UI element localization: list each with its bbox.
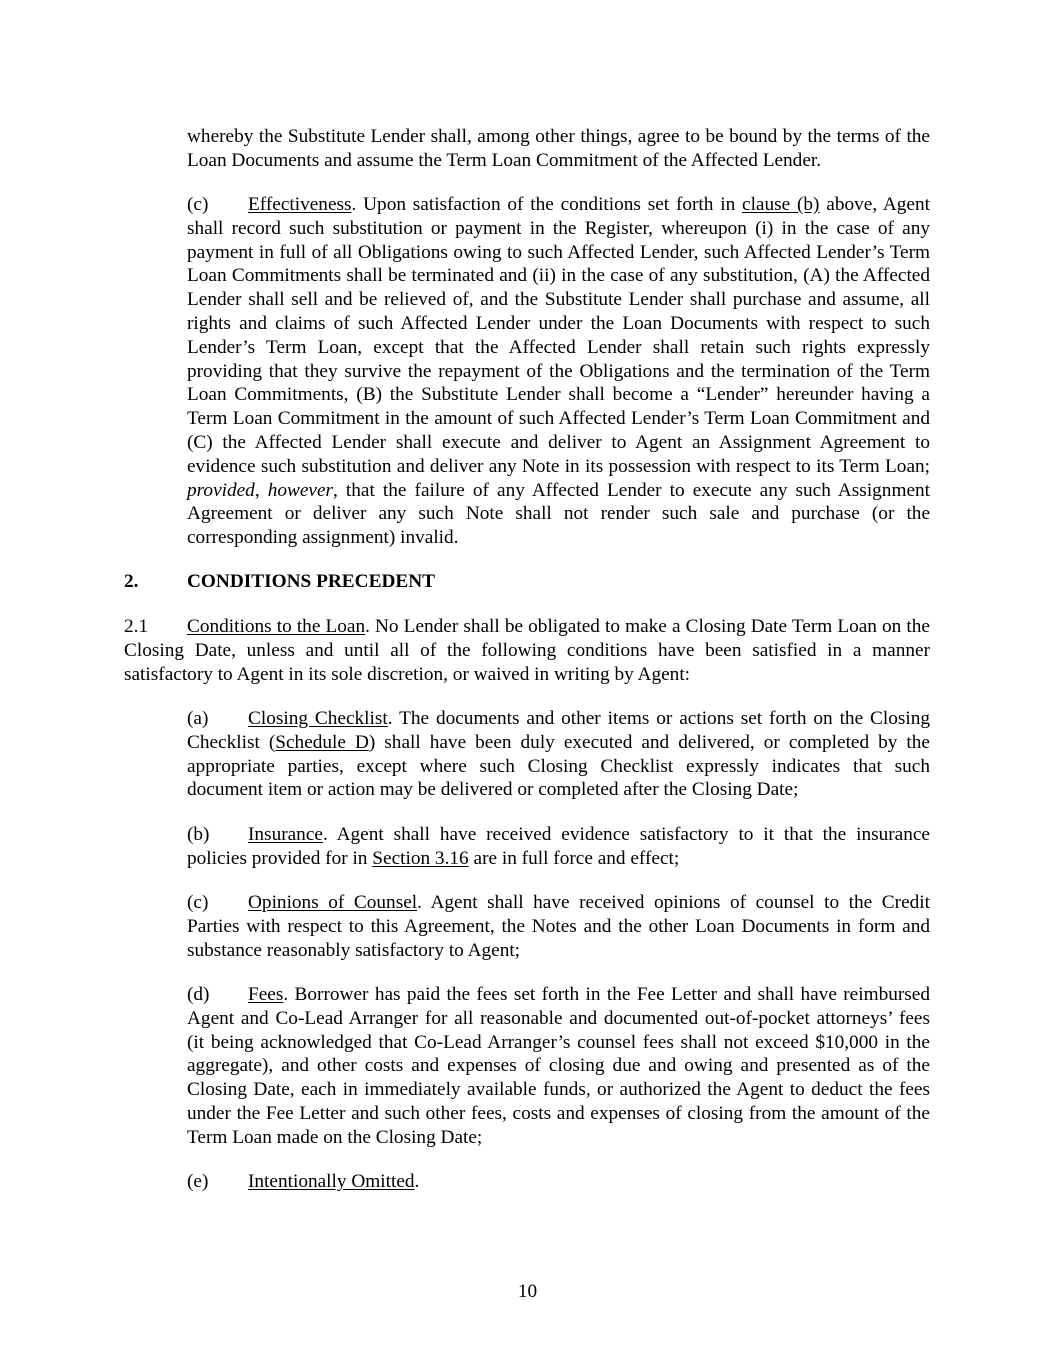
paragraph-c-opinions	[187, 891, 930, 962]
text: . Agent shall have received opinions of counsel to the Credit Parties with respect to this Agreement, the Notes and the other Loan Documents in form and substance reasonably satisfactory to Agent;	[187, 892, 931, 961]
schedule-d-reference[interactable]: Schedule D	[275, 731, 369, 753]
subsection-title: Conditions to the Loan	[187, 616, 366, 637]
clause-label: (d)	[187, 984, 210, 1005]
text: , that the failure of any Affected Lender to execute any such Assignment Agreement or deliver any such Note shall not render such sale and purchase (or the corresponding assignment) invalid.	[187, 479, 931, 549]
text: . The documents and other items or actions set forth on the Closing Checklist (	[187, 708, 931, 753]
clause-label: (a)	[187, 708, 209, 729]
section-title: CONDITIONS PRECEDENT	[187, 571, 436, 592]
text: are in full force and effect;	[468, 847, 680, 869]
text: . Borrower has paid the fees set forth in the Fee Letter and shall have reimbursed Agent and Co-Lead Arranger for all reasonable and documented out-of-pocket attorneys’ fees (it being acknowledged that Co-Lead Arranger’s counsel fees shall not exceed $10,000 in the aggregate), and other costs and expenses of closing due and owing and presented as of the Closing Date, each in immediately available funds, or authorized the Agent to deduct the fees under the Fee Letter and such other fees, costs and expenses of closing from the amount of the Term Loan made on the Closing Date;	[187, 984, 930, 1148]
paragraph-c-effectiveness	[187, 193, 930, 550]
clause-label: (b)	[187, 824, 210, 845]
paragraph-b-insurance	[187, 823, 930, 871]
text: . No Lender shall be obligated to make a Closing Date Term Loan on the Closing Date, unless and until all of the following conditions have been satisfied in a manner satisfactory to Agent in its sole discretion, or waived in writing by Agent:	[124, 616, 930, 685]
clause-label: (c)	[187, 194, 209, 215]
clause-title: Opinions of Counsel	[248, 892, 418, 913]
text: .	[414, 1171, 420, 1192]
clause-title: Closing Checklist	[248, 708, 388, 729]
section-heading	[124, 570, 435, 594]
clause-title: Effectiveness	[248, 194, 352, 215]
clause-title: Intentionally Omitted	[248, 1171, 415, 1192]
page-number: 10	[517, 1281, 538, 1302]
subsection-number: 2.1	[124, 616, 149, 637]
paragraph-a-closing-checklist	[187, 707, 930, 802]
text: . Agent shall have received evidence satisfactory to it that the insurance policies provided for in	[187, 824, 930, 869]
text: above, Agent shall record such substitution or payment in the Register, whereupon (i) in the case of any payment in full of all Obligations owing to such Affected Lender, such Affected Lender’s Term Loan Commitments shall be terminated and (ii) in the case of any substitution, (A) the Affected Lender shall sell and be relieved of, and the Substitute Lender shall purchase and assume, all rights and claims of such Affected Lender under the Loan Documents with respect to such Lender’s Term Loan, except that the Affected Lender shall retain such rights expressly providing that they survive the repayment of the Obligations and the termination of the Term Loan Commitments, (B) the Substitute Lender shall become a “Lender” hereunder having a Term Loan Commitment in the amount of such Affected Lender’s Term Loan Commitment and (C) the Affected Lender shall execute and deliver to Agent an Assignment Agreement to evidence such substitution and deliver any Note in its possession with respect to its Term Loan;	[187, 194, 930, 477]
paragraph-2-1	[124, 615, 930, 686]
clause-label: (c)	[187, 892, 209, 913]
italic-provided: provided	[187, 479, 255, 501]
paragraph-substitute-lender	[187, 125, 930, 173]
clause-title: Insurance	[248, 824, 323, 845]
text: ) shall have been duly executed and delivered, or completed by the appropriate parties, except where such Closing Checklist expressly indicates that such document item or action may be delivered or completed after the Closing Date;	[187, 731, 930, 801]
paragraph-d-fees	[187, 983, 930, 1150]
paragraph-e-omitted	[187, 1170, 930, 1194]
section-number: 2.	[124, 571, 139, 592]
clause-title: Fees	[248, 984, 284, 1005]
text: ,	[254, 479, 268, 501]
clause-label: (e)	[187, 1171, 209, 1192]
text: . Upon satisfaction of the conditions set forth in	[351, 194, 743, 215]
section-3-16-reference[interactable]: Section 3.16	[372, 847, 469, 869]
clause-b-reference[interactable]: clause (b)	[742, 194, 820, 215]
italic-however: however	[267, 479, 334, 501]
text: whereby the Substitute Lender shall, among other things, agree to be bound by the terms of the Loan Documents and assume the Term Loan Commitment of the Affected Lender.	[187, 126, 930, 171]
